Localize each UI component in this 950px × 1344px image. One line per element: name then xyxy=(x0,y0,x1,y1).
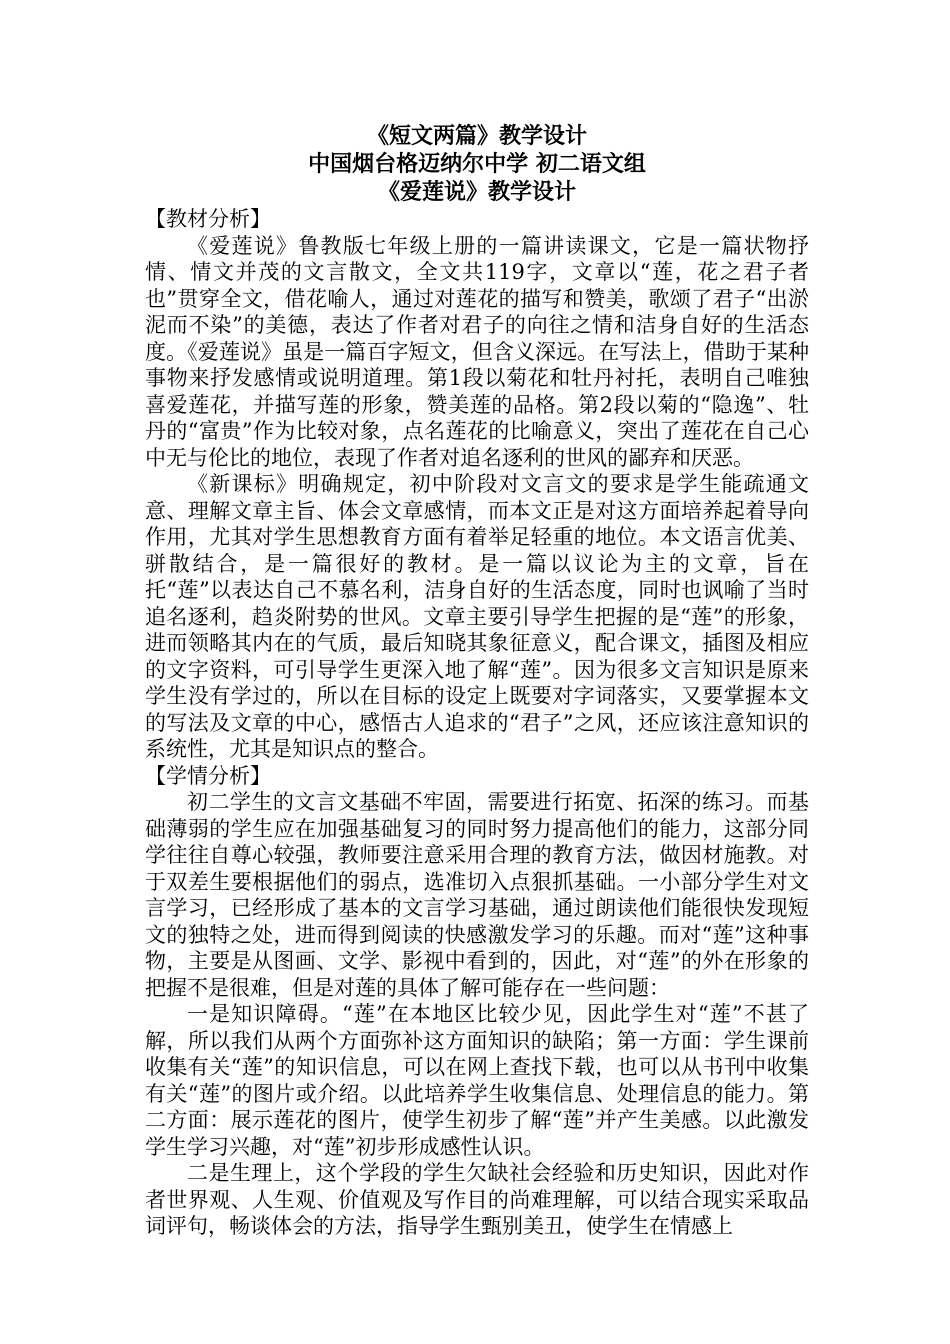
document-page xyxy=(145,122,809,1240)
section-heading: 【学情分析】 xyxy=(145,763,271,788)
paragraph: 一是知识障碍。“莲”在本地区比较少见，因此学生对“莲”不甚了解，所以我们从两个方面弥补这方面知识的缺陷；第一方面：学生课前收集有关“莲”的知识信息，可以在网上查找下载，也可以从书刊中收集有关“莲”的图片或介绍。以此培养学生收集信息、处理信息的能力。第二方面：展示莲花的图片，使学生初步了解“莲”并产生美感。以此激发学生学习兴趣，对“莲”初步形成感性认识。 xyxy=(145,1002,809,1159)
section-student-analysis xyxy=(145,763,809,1240)
document-subtitle-school: 中国烟台格迈纳尔中学 初二语文组 xyxy=(308,151,646,177)
document-lesson-title: 《爱莲说》教学设计 xyxy=(377,179,576,205)
paragraph: 二是生理上，这个学段的学生欠缺社会经验和历史知识，因此对作者世界观、人生观、价值观及写作目的尚难理解，可以结合现实采取品词评句，畅谈体会的方法，指导学生甄别美丑，使学生在情感上 xyxy=(145,1161,809,1238)
paragraph: 初二学生的文言文基础不牢固，需要进行拓宽、拓深的练习。而基础薄弱的学生应在加强基础复习的同时努力提高他们的能力，这部分同学往往自尊心较强，教师要注意采用合理的教育方法，做因材施教。对于双差生要根据他们的弱点，选准切入点狠抓基础。一小部分学生对文言学习，已经形成了基本的文言学习基础，通过朗读他们能很快发现短文的独特之处，进而得到阅读的快感激发学习的乐趣。而对“莲”这种事物，主要是从图画、文学、影视中看到的，因此，对“莲”的外在形象的把握不是很难，但是对莲的具体了解可能存在一些问题： xyxy=(145,790,809,1000)
paragraph: 《新课标》明确规定，初中阶段对文言文的要求是学生能疏通文意、理解文章主旨、体会文章感情，而本文正是对这方面培养起着导向作用，尤其对学生思想教育方面有着举足轻重的地位。本文语言优美、骈散结合，是一篇很好的教材。是一篇以议论为主的文章，旨在托“莲”以表达自己不慕名利，洁身自好的生活态度，同时也讽喻了当时追名逐利，趋炎附势的世风。文章主要引导学生把握的是“莲”的形象，进而领略其内在的气质，最后知晓其象征意义，配合课文，插图及相应的文字资料，可引导学生更深入地了解“莲”。因为很多文言知识是原来学生没有学过的，所以在目标的设定上既要对字词落实，又要掌握本文的写法及文章的中心，感悟古人追求的“君子”之风，还应该注意知识的系统性，尤其是知识点的整合。 xyxy=(145,472,809,761)
section-heading: 【教材分析】 xyxy=(145,207,271,231)
paragraph: 《爱莲说》鲁教版七年级上册的一篇讲读课文，它是一篇状物抒情、情文并茂的文言散文，全文共119字，文章以“莲，花之君子者也”贯穿全文，借花喻人，通过对莲花的描写和赞美，歌颂了君子“出淤泥而不染”的美德，表达了作者对君子的向往之情和洁身自好的生活态度。《爱莲说》虽是一篇百字短文，但含义深远。在写法上，借助于某种事物来抒发感情或说明道理。第1段以菊花和牡丹衬托，表明自己唯独喜爱莲花，并描写莲的形象，赞美莲的品格。第2段以菊的“隐逸”、牡丹的“富贵”作为比较对象，点名莲花的比喻意义，突出了莲花在自己心中无与伦比的地位，表现了作者对追名逐利的世风的鄙弃和厌恶。 xyxy=(145,233,809,470)
section-textbook-analysis xyxy=(145,206,809,763)
document-title: 《短文两篇》教学设计 xyxy=(366,123,587,149)
